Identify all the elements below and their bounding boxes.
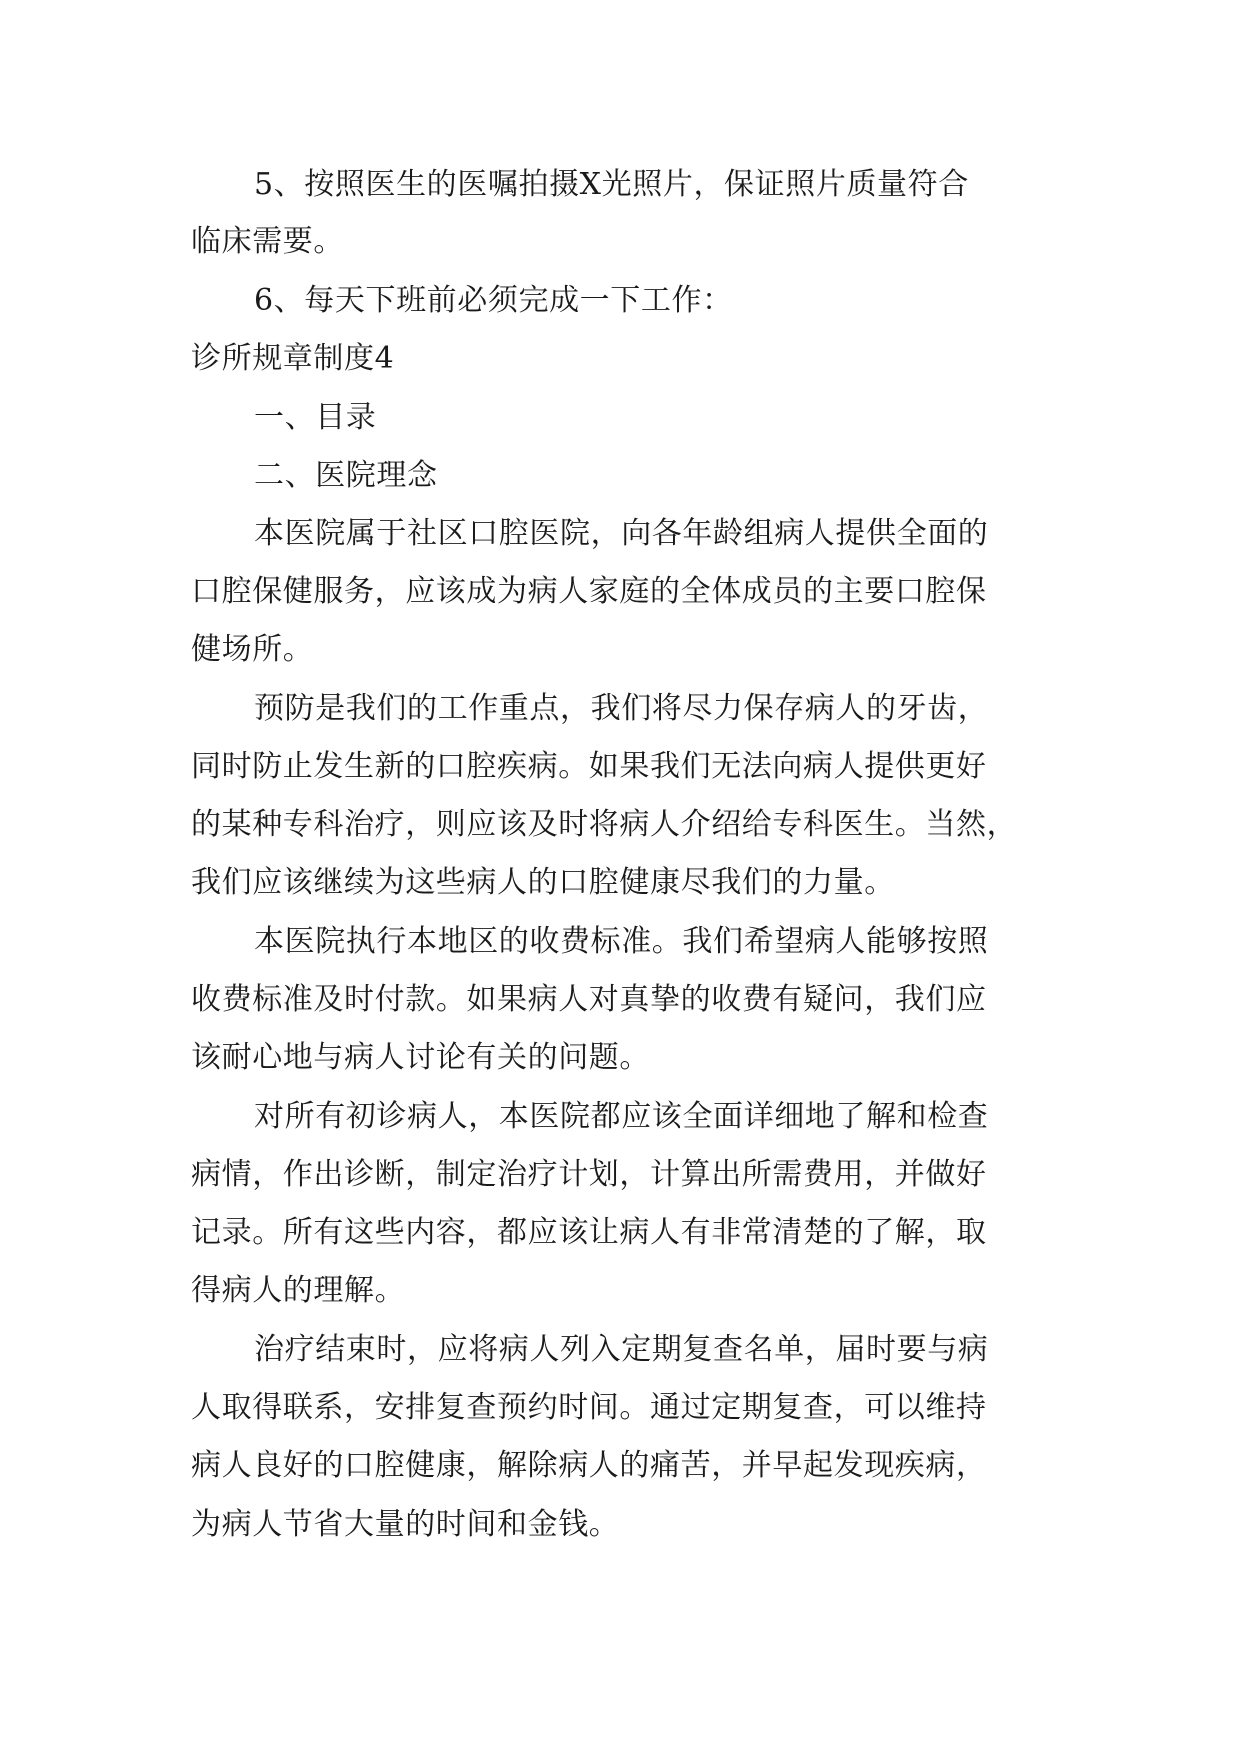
- paragraph-line: 人取得联系，安排复查预约时间。通过定期复查，可以维持: [191, 1390, 987, 1425]
- paragraph-line: 得病人的理解。: [191, 1273, 406, 1308]
- paragraph-line: 本医院执行本地区的收费标准。我们希望病人能够按照: [254, 924, 989, 959]
- paragraph-line: 病情，作出诊断，制定治疗计划，计算出所需费用，并做好: [191, 1157, 987, 1192]
- paragraph-line: 同时防止发生新的口腔疾病。如果我们无法向病人提供更好: [191, 749, 987, 784]
- paragraph-line: 该耐心地与病人讨论有关的问题。: [191, 1040, 650, 1075]
- paragraph-line: 本医院属于社区口腔医院，向各年龄组病人提供全面的: [254, 516, 989, 551]
- paragraph-line: 我们应该继续为这些病人的口腔健康尽我们的力量。: [191, 865, 895, 900]
- paragraph-line: 对所有初诊病人，本医院都应该全面详细地了解和检查: [254, 1099, 989, 1134]
- paragraph-line: 口腔保健服务，应该成为病人家庭的全体成员的主要口腔保: [191, 574, 987, 609]
- paragraph-line: 病人良好的口腔健康，解除病人的痛苦，并早起发现疾病，: [191, 1448, 987, 1483]
- paragraph-line: 收费标准及时付款。如果病人对真挚的收费有疑问，我们应: [191, 982, 987, 1017]
- paragraph-line: 预防是我们的工作重点，我们将尽力保存病人的牙齿，: [254, 691, 989, 726]
- outline-item: 一、目录: [254, 400, 377, 435]
- paragraph-line: 治疗结束时，应将病人列入定期复查名单，届时要与病: [254, 1332, 989, 1367]
- outline-item: 二、医院理念: [254, 458, 438, 493]
- paragraph-line: 6、每天下班前必须完成一下工作：: [254, 283, 733, 318]
- paragraph-line: 健场所。: [191, 632, 314, 667]
- paragraph-line: 临床需要。: [191, 224, 344, 259]
- paragraph-line: 记录。所有这些内容，都应该让病人有非常清楚的了解，取: [191, 1215, 987, 1250]
- paragraph-line: 为病人节省大量的时间和金钱。: [191, 1507, 620, 1542]
- paragraph-line: 的某种专科治疗，则应该及时将病人介绍给专科医生。当然，: [191, 807, 1018, 842]
- paragraph-line: 5、按照医生的医嘱拍摄X光照片，保证照片质量符合: [254, 167, 969, 202]
- section-heading: 诊所规章制度4: [191, 341, 395, 376]
